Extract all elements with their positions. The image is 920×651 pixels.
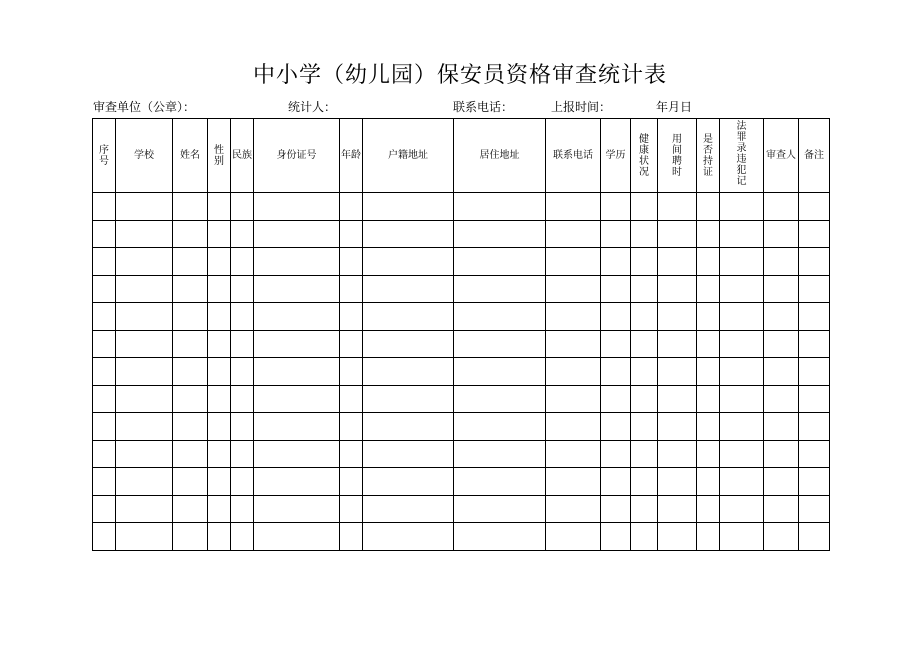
column-header-label: 性别 <box>214 144 224 167</box>
table-cell <box>601 495 631 523</box>
table-cell <box>254 275 340 303</box>
table-cell <box>720 330 764 358</box>
table-cell <box>363 303 454 331</box>
table-cell <box>546 275 601 303</box>
table-cell <box>173 275 208 303</box>
table-cell <box>116 248 173 276</box>
table-cell <box>231 440 254 468</box>
table-cell <box>601 440 631 468</box>
column-header <box>658 119 697 193</box>
table-cell <box>697 413 720 441</box>
column-header-label: 是否持证 <box>703 133 713 178</box>
table-cell <box>799 413 830 441</box>
table-cell <box>720 275 764 303</box>
table-cell <box>254 193 340 221</box>
table-cell <box>454 495 546 523</box>
column-header: 民族 <box>231 119 254 193</box>
table-cell <box>799 330 830 358</box>
table-cell <box>720 303 764 331</box>
table-cell <box>173 248 208 276</box>
table-cell <box>454 303 546 331</box>
table-cell <box>231 495 254 523</box>
table-cell <box>601 468 631 496</box>
column-header <box>93 119 116 193</box>
table-cell <box>658 358 697 386</box>
meta-report-time: 上报时间： <box>551 100 612 114</box>
table-row <box>93 413 830 441</box>
table-cell <box>658 413 697 441</box>
table-cell <box>363 523 454 551</box>
table-cell <box>340 440 363 468</box>
column-header: 学校 <box>116 119 173 193</box>
table-cell <box>208 495 231 523</box>
table-cell <box>720 413 764 441</box>
table-cell <box>116 358 173 386</box>
table-cell <box>658 275 697 303</box>
table-cell <box>363 220 454 248</box>
table-cell <box>93 303 116 331</box>
table-cell <box>631 193 658 221</box>
table-cell <box>173 193 208 221</box>
table-cell <box>658 303 697 331</box>
table-row <box>93 440 830 468</box>
table-cell <box>601 330 631 358</box>
table-cell <box>799 523 830 551</box>
table-cell <box>697 248 720 276</box>
table-cell <box>697 440 720 468</box>
table-cell <box>363 330 454 358</box>
table-row <box>93 193 830 221</box>
table-cell <box>658 523 697 551</box>
table-cell <box>231 413 254 441</box>
table-cell <box>799 468 830 496</box>
table-cell <box>208 193 231 221</box>
table-cell <box>631 385 658 413</box>
table-cell <box>720 468 764 496</box>
table-cell <box>454 385 546 413</box>
table-cell <box>116 440 173 468</box>
table-cell <box>116 303 173 331</box>
table-cell <box>173 440 208 468</box>
review-table <box>92 118 830 551</box>
table-cell <box>93 440 116 468</box>
table-cell <box>340 468 363 496</box>
table-cell <box>173 358 208 386</box>
table-cell <box>454 413 546 441</box>
table-cell <box>631 495 658 523</box>
table-cell <box>93 523 116 551</box>
table-cell <box>231 220 254 248</box>
column-header-label: 健康状况 <box>639 133 649 178</box>
table-cell <box>93 330 116 358</box>
table-cell <box>601 248 631 276</box>
table-cell <box>340 413 363 441</box>
table-cell <box>697 220 720 248</box>
table-cell <box>764 275 799 303</box>
table-cell <box>254 220 340 248</box>
table-row <box>93 495 830 523</box>
table-cell <box>799 275 830 303</box>
table-cell <box>173 303 208 331</box>
table-cell <box>697 193 720 221</box>
table-cell <box>799 385 830 413</box>
table-cell <box>601 303 631 331</box>
table-cell <box>231 523 254 551</box>
table-cell <box>697 385 720 413</box>
table-cell <box>601 275 631 303</box>
table-cell <box>631 248 658 276</box>
table-cell <box>546 358 601 386</box>
table-cell <box>601 220 631 248</box>
table-cell <box>799 440 830 468</box>
page-title: 中小学（幼儿园）保安员资格审查统计表 <box>252 63 667 88</box>
meta-statistician: 统计人： <box>288 100 337 114</box>
table-cell <box>363 385 454 413</box>
table-cell <box>546 440 601 468</box>
table-cell <box>764 468 799 496</box>
column-header: 联系电话 <box>546 119 601 193</box>
table-cell <box>208 413 231 441</box>
column-header: 身份证号 <box>254 119 340 193</box>
table-cell <box>697 468 720 496</box>
table-cell <box>116 193 173 221</box>
table-cell <box>363 468 454 496</box>
table-cell <box>720 385 764 413</box>
table-cell <box>116 413 173 441</box>
column-header <box>720 119 764 193</box>
table-cell <box>173 523 208 551</box>
meta-phone: 联系电话： <box>453 100 514 114</box>
table-cell <box>173 330 208 358</box>
table-cell <box>93 248 116 276</box>
table-cell <box>764 440 799 468</box>
table-cell <box>631 358 658 386</box>
table-cell <box>254 303 340 331</box>
table-cell <box>764 523 799 551</box>
column-header: 姓名 <box>173 119 208 193</box>
table-cell <box>454 330 546 358</box>
table-cell <box>208 385 231 413</box>
table-cell <box>340 248 363 276</box>
table-cell <box>764 495 799 523</box>
table-cell <box>546 468 601 496</box>
table-cell <box>116 275 173 303</box>
table-cell <box>764 358 799 386</box>
table-cell <box>231 248 254 276</box>
table-row <box>93 523 830 551</box>
table-cell <box>254 440 340 468</box>
meta-date: 年月日 <box>656 100 693 114</box>
table-cell <box>631 330 658 358</box>
table-cell <box>799 193 830 221</box>
table-cell <box>208 468 231 496</box>
table-cell <box>254 468 340 496</box>
column-header: 备注 <box>799 119 830 193</box>
table-cell <box>208 523 231 551</box>
column-header: 年龄 <box>340 119 363 193</box>
table-cell <box>254 330 340 358</box>
table-cell <box>231 385 254 413</box>
table-cell <box>697 330 720 358</box>
column-header <box>697 119 720 193</box>
column-header: 居住地址 <box>454 119 546 193</box>
table-cell <box>601 193 631 221</box>
table-cell <box>93 385 116 413</box>
table-cell <box>116 495 173 523</box>
table-cell <box>340 358 363 386</box>
table-cell <box>116 523 173 551</box>
table-cell <box>231 303 254 331</box>
table-cell <box>764 330 799 358</box>
column-header-label: 法罪录违犯记 <box>736 121 747 187</box>
table-row <box>93 275 830 303</box>
table-cell <box>363 495 454 523</box>
column-header: 审查人 <box>764 119 799 193</box>
table-cell <box>231 330 254 358</box>
table-cell <box>658 330 697 358</box>
table-cell <box>208 440 231 468</box>
table-cell <box>116 385 173 413</box>
table-cell <box>254 248 340 276</box>
table-cell <box>546 220 601 248</box>
table-cell <box>173 413 208 441</box>
table-cell <box>764 193 799 221</box>
table-cell <box>454 248 546 276</box>
table-cell <box>173 495 208 523</box>
table-cell <box>254 385 340 413</box>
table-cell <box>546 385 601 413</box>
table-row <box>93 468 830 496</box>
table-cell <box>173 468 208 496</box>
table-cell <box>340 385 363 413</box>
table-cell <box>764 248 799 276</box>
table-cell <box>631 440 658 468</box>
table-cell <box>93 358 116 386</box>
table-cell <box>631 523 658 551</box>
table-cell <box>799 220 830 248</box>
table-cell <box>116 220 173 248</box>
table-cell <box>93 495 116 523</box>
table-cell <box>658 385 697 413</box>
table-cell <box>254 495 340 523</box>
table-cell <box>697 495 720 523</box>
table-cell <box>658 440 697 468</box>
table-cell <box>631 220 658 248</box>
table-cell <box>601 358 631 386</box>
table-cell <box>799 358 830 386</box>
table-cell <box>208 275 231 303</box>
table-cell <box>546 193 601 221</box>
meta-unit: 审查单位（公章）： <box>93 100 196 114</box>
table-cell <box>454 193 546 221</box>
table-cell <box>546 248 601 276</box>
table-cell <box>697 303 720 331</box>
table-cell <box>799 303 830 331</box>
table-cell <box>658 468 697 496</box>
column-header: 户籍地址 <box>363 119 454 193</box>
table-cell <box>601 385 631 413</box>
table-cell <box>631 275 658 303</box>
table-cell <box>208 248 231 276</box>
table-cell <box>340 193 363 221</box>
column-header-label: 用间聘时 <box>672 133 682 178</box>
column-header: 学历 <box>601 119 631 193</box>
table-row <box>93 385 830 413</box>
table-cell <box>231 275 254 303</box>
table-cell <box>231 468 254 496</box>
table-cell <box>363 440 454 468</box>
table-cell <box>720 248 764 276</box>
table-cell <box>254 523 340 551</box>
table-cell <box>720 440 764 468</box>
table-cell <box>340 220 363 248</box>
table-cell <box>363 248 454 276</box>
table-row <box>93 220 830 248</box>
table-row <box>93 248 830 276</box>
column-header <box>208 119 231 193</box>
table-row <box>93 358 830 386</box>
table-cell <box>93 468 116 496</box>
table-cell <box>764 220 799 248</box>
table-cell <box>720 358 764 386</box>
table-cell <box>658 193 697 221</box>
table-cell <box>363 275 454 303</box>
table-cell <box>546 330 601 358</box>
table-cell <box>340 495 363 523</box>
table-cell <box>254 413 340 441</box>
table-cell <box>116 330 173 358</box>
table-cell <box>720 495 764 523</box>
table-cell <box>697 358 720 386</box>
table-cell <box>764 413 799 441</box>
table-cell <box>454 358 546 386</box>
table-cell <box>799 495 830 523</box>
table-cell <box>363 193 454 221</box>
table-cell <box>363 413 454 441</box>
table-cell <box>720 220 764 248</box>
table-cell <box>173 220 208 248</box>
table-cell <box>631 303 658 331</box>
table-cell <box>631 413 658 441</box>
table-cell <box>116 468 173 496</box>
table-cell <box>340 275 363 303</box>
table-cell <box>93 275 116 303</box>
table-row <box>93 330 830 358</box>
table-cell <box>254 358 340 386</box>
table-cell <box>173 385 208 413</box>
table-row <box>93 303 830 331</box>
table-cell <box>546 495 601 523</box>
table-cell <box>720 523 764 551</box>
table-cell <box>601 413 631 441</box>
table-cell <box>697 275 720 303</box>
table-cell <box>658 248 697 276</box>
table-cell <box>454 275 546 303</box>
table-cell <box>93 413 116 441</box>
table-cell <box>231 193 254 221</box>
column-header <box>631 119 658 193</box>
table-cell <box>454 468 546 496</box>
table-cell <box>720 193 764 221</box>
column-header-label: 序号 <box>99 144 109 167</box>
table-cell <box>454 220 546 248</box>
table-cell <box>546 303 601 331</box>
table-cell <box>208 330 231 358</box>
table-cell <box>697 523 720 551</box>
table-cell <box>208 303 231 331</box>
table-cell <box>658 495 697 523</box>
table-cell <box>546 413 601 441</box>
table-cell <box>658 220 697 248</box>
table-body <box>93 193 830 551</box>
table-cell <box>764 303 799 331</box>
table-cell <box>546 523 601 551</box>
table-cell <box>340 523 363 551</box>
table-cell <box>363 358 454 386</box>
table-cell <box>208 358 231 386</box>
table-cell <box>340 330 363 358</box>
table-cell <box>454 440 546 468</box>
table-cell <box>601 523 631 551</box>
table-cell <box>454 523 546 551</box>
table-cell <box>764 385 799 413</box>
table-cell <box>93 193 116 221</box>
table-cell <box>631 468 658 496</box>
table-cell <box>799 248 830 276</box>
table-cell <box>231 358 254 386</box>
table-cell <box>340 303 363 331</box>
table-cell <box>208 220 231 248</box>
table-cell <box>93 220 116 248</box>
header-row <box>93 119 830 193</box>
